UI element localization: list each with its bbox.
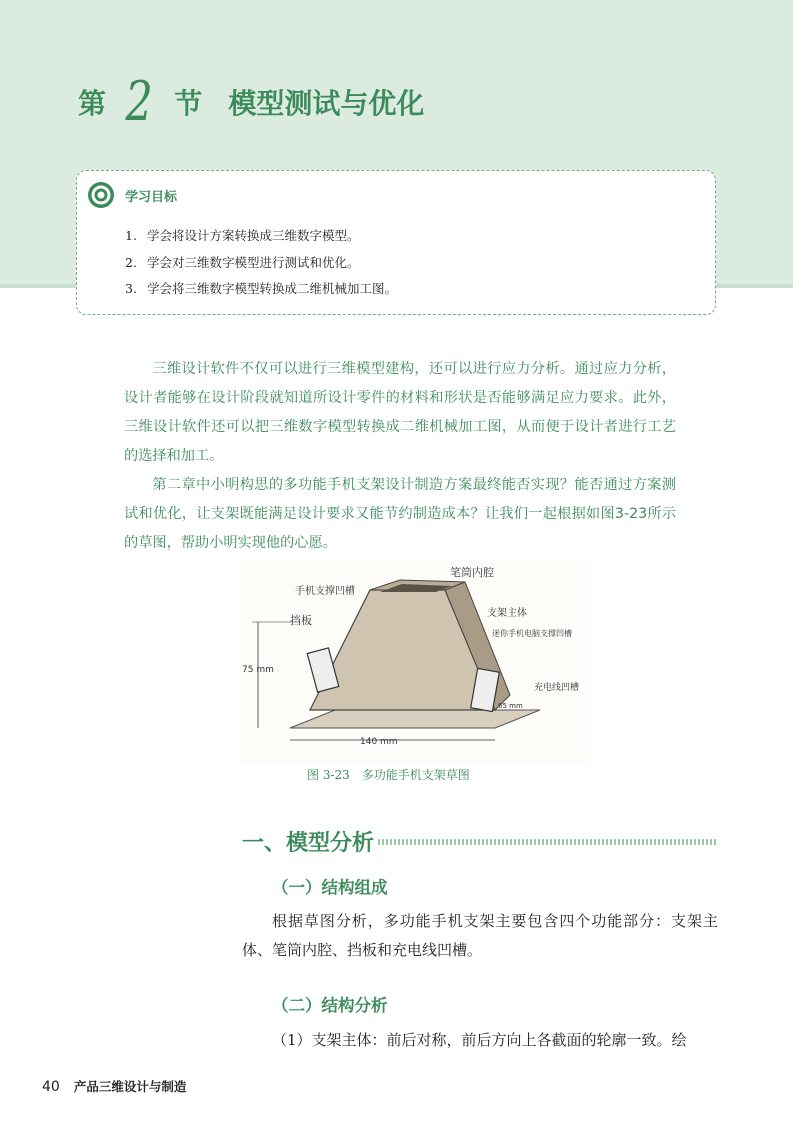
book-title: 产品三维设计与制造 [73,1079,187,1094]
body-paragraph-2: （1）支架主体：前后对称，前后方向上各截面的轮廓一致。绘 [272,1031,687,1049]
goal-text: 学会将设计方案转换成三维数字模型。 [147,228,360,243]
goal-number: 2. [125,254,137,270]
label-height: 75 mm [242,665,274,675]
section-title-text: 模型测试与优化 [228,87,425,120]
page-footer [42,1077,186,1095]
intro-text [124,355,676,558]
subheading-structure-analysis: （二）结构分析 [272,996,388,1015]
goal-item [125,276,397,303]
sketch-base [290,710,540,728]
label-small-dim: 65 mm [498,702,523,710]
goal-text: 学会将三维数字模型转换成二维机械加工图。 [147,281,398,296]
learning-goals-box [76,170,716,315]
label-main-body: 支架主体 [487,608,527,619]
body-paragraph-1: 根据草图分析，多功能手机支架主要包含四个功能部分：支架主体、笔筒内腔、挡板和充电线凹槽。 [242,912,718,959]
target-icon [87,181,115,209]
section-title [78,72,424,132]
label-mini-phone-slot: 迷你手机电脑支撑凹槽 [492,629,572,638]
intro-paragraph-2: 第二章中小明构思的多功能手机支架设计制造方案最终能否实现？能否通过方案测试和优化，让支架既能满足设计要求又能节约制造成本？让我们一起根据如图3-23所示的草图，帮助小明实现他的心愿。 [124,477,676,551]
label-pen-cavity: 笔筒内腔 [450,566,494,579]
subheading-structure-composition: （一）结构组成 [272,878,388,897]
goal-text: 学会对三维数字模型进行测试和优化。 [147,254,360,270]
section-prefix: 第 [78,87,107,120]
label-phone-slot: 手机支撑凹槽 [295,586,355,597]
page-number: 40 [42,1079,60,1095]
label-baffle: 挡板 [290,614,312,627]
label-width: 140 mm [360,737,398,747]
learning-goals-title: 学习目标 [125,190,178,205]
intro-paragraph-1: 三维设计软件不仅可以进行三维模型建构，还可以进行应力分析。通过应力分析，设计者能够在设计阶段就知道所设计零件的材料和形状是否能够满足应力要求。此外，三维设计软件还可以把三维数字模型转换成二维机械加工图，从而便于设计者进行工艺的选择和加工。 [124,361,676,464]
section-heading-rule [378,839,716,845]
goal-item [125,223,397,250]
section-heading: 一、模型分析 [242,831,375,856]
phone-stand-sketch [240,560,590,765]
learning-goals-list [125,223,397,303]
goal-number: 3. [125,281,137,296]
goal-item [125,250,397,277]
label-cable-slot: 充电线凹槽 [534,683,580,693]
goal-number: 1. [125,228,137,243]
section-suffix: 节 [174,87,203,120]
section-number: 2 [125,70,153,133]
figure-caption: 图 3-23 多功能手机支架草图 [307,768,470,782]
